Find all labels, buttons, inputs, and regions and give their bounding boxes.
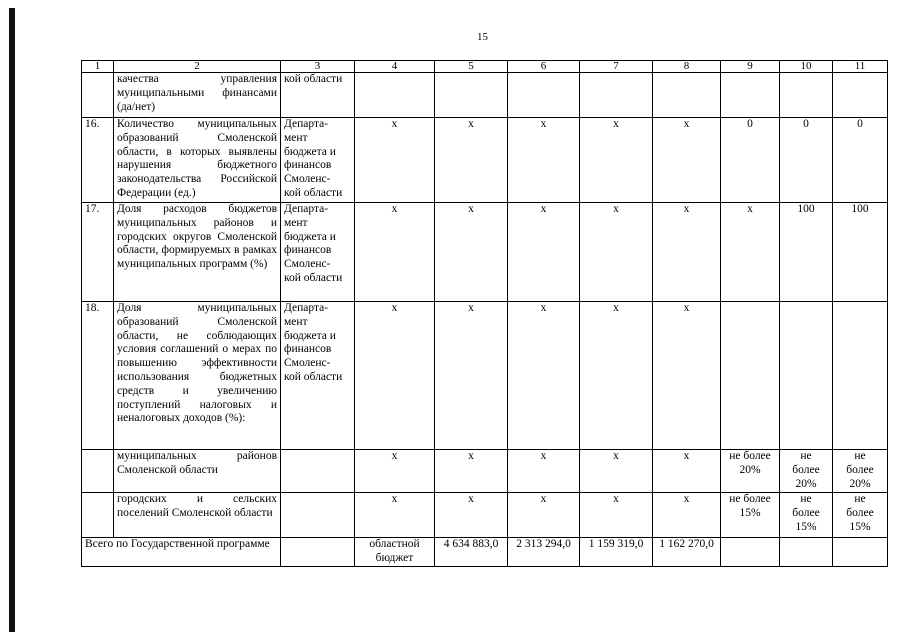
cell-6: х [508, 118, 580, 203]
table-row [82, 118, 888, 203]
cell-4 [355, 73, 435, 118]
total-amount-6: 2 313 294,0 [508, 538, 580, 567]
indicator-name: Количество муниципальных образований Смоленской области, в которых выявлены нарушения бюджетного законодательства Российской Федерации (ед.) [114, 118, 281, 203]
cell-8: х [653, 450, 721, 493]
cell-4: х [355, 302, 435, 450]
cell-9 [721, 73, 780, 118]
cell-7: х [580, 203, 653, 302]
cell-11: 0 [833, 118, 888, 203]
responsible-body [281, 538, 355, 567]
row-number: 16. [82, 118, 114, 203]
cell-4: х [355, 493, 435, 538]
row-number: 18. [82, 302, 114, 450]
col-header: 5 [435, 61, 508, 73]
cell-9: не более 15% [721, 493, 780, 538]
page-number: 15 [477, 31, 488, 43]
row-number: 17. [82, 203, 114, 302]
cell-10: не более 15% [780, 493, 833, 538]
responsible-body: Департа- мент бюджета и финансов Смоленс- кой области [281, 203, 355, 302]
cell-10: 0 [780, 118, 833, 203]
total-row [82, 538, 888, 567]
cell-11: не более 15% [833, 493, 888, 538]
col-header: 6 [508, 61, 580, 73]
indicator-name: городских и сельских поселений Смоленской области [114, 493, 281, 538]
indicator-name: Доля расходов бюджетов муниципальных районов и городских округов Смоленской области, формируемых в рамках муниципальных программ (%) [114, 203, 281, 302]
cell-11: не более 20% [833, 450, 888, 493]
responsible-body: Департа- мент бюджета и финансов Смоленс- кой области [281, 118, 355, 203]
funding-source: областной бюджет [355, 538, 435, 567]
cell-8: х [653, 302, 721, 450]
cell-4: х [355, 203, 435, 302]
cell-6 [508, 73, 580, 118]
cell-8 [653, 73, 721, 118]
cell-9: 0 [721, 118, 780, 203]
cell-7: х [580, 493, 653, 538]
cell-9: не более 20% [721, 450, 780, 493]
cell-5: х [435, 450, 508, 493]
cell-11 [833, 73, 888, 118]
cell-6: х [508, 203, 580, 302]
cell-10 [780, 302, 833, 450]
cell-6: х [508, 302, 580, 450]
cell-7: х [580, 450, 653, 493]
row-number [82, 493, 114, 538]
cell-10 [780, 73, 833, 118]
table-row [82, 493, 888, 538]
responsible-body: кой области [281, 73, 355, 118]
cell-11: 100 [833, 203, 888, 302]
cell-5 [435, 73, 508, 118]
table-row [82, 302, 888, 450]
cell-9: х [721, 203, 780, 302]
cell-10: не более 20% [780, 450, 833, 493]
cell-9 [721, 538, 780, 567]
col-header: 4 [355, 61, 435, 73]
cell-10 [780, 538, 833, 567]
cell-5: х [435, 493, 508, 538]
cell-4: х [355, 450, 435, 493]
cell-7: х [580, 302, 653, 450]
cell-6: х [508, 493, 580, 538]
table-row [82, 203, 888, 302]
cell-11 [833, 302, 888, 450]
cell-8: х [653, 118, 721, 203]
cell-5: х [435, 118, 508, 203]
cell-8: х [653, 493, 721, 538]
cell-6: х [508, 450, 580, 493]
scan-edge-bar [9, 8, 15, 632]
cell-7 [580, 73, 653, 118]
col-header: 3 [281, 61, 355, 73]
cell-8: х [653, 203, 721, 302]
row-number [82, 450, 114, 493]
cell-7: х [580, 118, 653, 203]
cell-5: х [435, 203, 508, 302]
cell-5: х [435, 302, 508, 450]
cell-4: х [355, 118, 435, 203]
table-row [82, 450, 888, 493]
row-number [82, 73, 114, 118]
indicator-name: качества управления муниципальными финансами (да/нет) [114, 73, 281, 118]
cell-10: 100 [780, 203, 833, 302]
table-row [82, 73, 888, 118]
col-header: 9 [721, 61, 780, 73]
col-header: 1 [82, 61, 114, 73]
col-header: 8 [653, 61, 721, 73]
col-header: 11 [833, 61, 888, 73]
col-header: 2 [114, 61, 281, 73]
col-header: 7 [580, 61, 653, 73]
responsible-body [281, 493, 355, 538]
cell-11 [833, 538, 888, 567]
indicator-name: муниципальных районов Смоленской области [114, 450, 281, 493]
total-amount-7: 1 159 319,0 [580, 538, 653, 567]
col-header: 10 [780, 61, 833, 73]
indicator-name: Доля муниципальных образований Смоленской области, не соблюдающих условия соглашений о мерах по повышению эффективности использования бюджетных средств и увеличению поступлений налоговых и неналоговых доходов (%): [114, 302, 281, 450]
indicators-table [81, 60, 888, 567]
total-label: Всего по Государственной программе [82, 538, 281, 567]
total-amount-5: 4 634 883,0 [435, 538, 508, 567]
responsible-body: Департа- мент бюджета и финансов Смоленс- кой области [281, 302, 355, 450]
responsible-body [281, 450, 355, 493]
column-number-row [82, 61, 888, 73]
total-amount-8: 1 162 270,0 [653, 538, 721, 567]
cell-9 [721, 302, 780, 450]
